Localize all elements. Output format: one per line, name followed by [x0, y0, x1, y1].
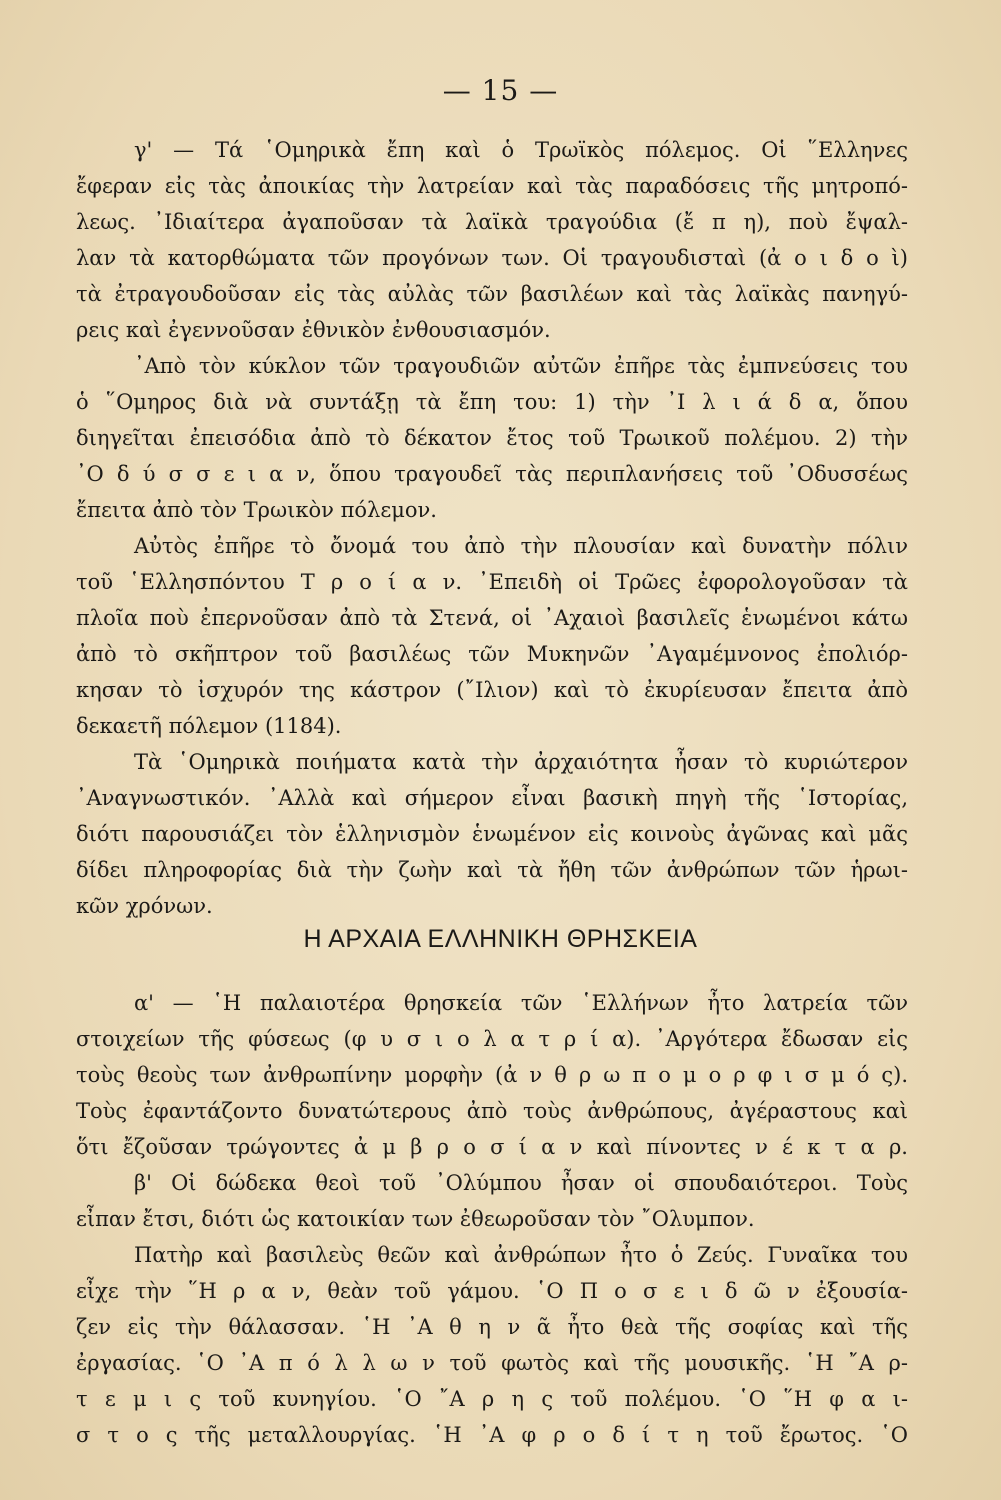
text-line: τὰ ἐτραγουδοῦσαν εἰς τὰς αὐλὰς τῶν βασιλέων καὶ τὰς λαϊκὰς πανηγύ- — [76, 282, 908, 306]
text-line: α' — ῾Η παλαιοτέρα θρησκεία τῶν ῾Ελλήνων ἦτο λατρεία τῶν — [134, 991, 908, 1015]
text-line: ρεις καὶ ἐγεννοῦσαν ἐθνικὸν ἐνθουσιασμόν. — [76, 318, 551, 342]
text-line: Πατὴρ καὶ βασιλεὺς θεῶν καὶ ἀνθρώπων ἦτο ὁ Ζεύς. Γυναῖκα του — [134, 1243, 908, 1267]
text-line: ὅτι ἔζοῦσαν τρώγοντες ἀ μ β ρ ο σ ί α ν καὶ πίνοντες ν έ κ τ α ρ. — [76, 1135, 908, 1159]
text-line: λαν τὰ κατορθώματα τῶν προγόνων των. Οἱ τραγουδισταὶ (ἀ ο ι δ ο ὶ) — [76, 246, 908, 270]
text-line: ἔφεραν εἰς τὰς ἀποικίας τὴν λατρείαν καὶ τὰς παραδόσεις τῆς μητροπό- — [76, 174, 908, 198]
text-line: εἶπαν ἔτσι, διότι ὡς κατοικίαν των ἐθεωροῦσαν τὸν ῎Ολυμπον. — [76, 1207, 755, 1231]
text-line: ζεν εἰς τὴν θάλασσαν. ῾Η ᾿Α θ η ν ᾶ ἦτο θεὰ τῆς σοφίας καὶ τῆς — [76, 1315, 908, 1339]
page-number: — 15 — — [442, 74, 559, 107]
text-line: κησαν τὸ ἰσχυρόν της κάστρον (῎Ιλιον) καὶ τὸ ἐκυρίευσαν ἔπειτα ἀπὸ — [76, 678, 908, 702]
text-line: τ ε μ ι ς τοῦ κυνηγίου. ῾Ο ῎Α ρ η ς τοῦ πολέμου. ῾Ο ῞Η φ α ι- — [76, 1387, 908, 1411]
text-line: διότι παρουσιάζει τὸν ἑλληνισμὸν ἑνωμένον εἰς κοινοὺς ἀγῶνας καὶ μᾶς — [76, 822, 908, 846]
text-line: ἐργασίας. ῾Ο ᾿Α π ό λ λ ω ν τοῦ φωτὸς καὶ τῆς μουσικῆς. ῾Η ῎Α ρ- — [76, 1351, 908, 1375]
text-line: ἀπὸ τὸ σκῆπτρον τοῦ βασιλέως τῶν Μυκηνῶν ᾿Αγαμέμνονος ἐπολιόρ- — [76, 642, 908, 666]
text-line: εἶχε τὴν ῞Η ρ α ν, θεὰν τοῦ γάμου. ῾Ο Π ο σ ε ι δ ῶ ν ἐξουσία- — [76, 1279, 908, 1303]
section-religion — [76, 985, 908, 1453]
text-line: Αὐτὸς ἐπῆρε τὸ ὄνομά του ἀπὸ τὴν πλουσίαν καὶ δυνατὴν πόλιν — [134, 534, 908, 558]
text-line: Τὰ ῾Ομηρικὰ ποιήματα κατὰ τὴν ἀρχαιότητα ἦσαν τὸ κυριώτερον — [134, 750, 908, 774]
text-line: δίδει πληροφορίας διὰ τὴν ζωὴν καὶ τὰ ἤθη τῶν ἀνθρώπων τῶν ἡρωι- — [76, 858, 908, 882]
text-line: στοιχείων τῆς φύσεως (φ υ σ ι ο λ α τ ρ ί α). ᾿Αργότερα ἔδωσαν εἰς — [76, 1027, 908, 1051]
text-line: διηγεῖται ἐπεισόδια ἀπὸ τὸ δέκατον ἔτος τοῦ Τρωικοῦ πολέμου. 2) τὴν — [76, 426, 908, 450]
text-line: ὁ ῞Ομηρος διὰ νὰ συντάξῃ τὰ ἔπη του: 1) τὴν ᾿Ι λ ι ά δ α, ὅπου — [76, 390, 908, 414]
text-line: τοὺς θεοὺς των ἀνθρωπίνην μορφὴν (ἀ ν θ ρ ω π ο μ ο ρ φ ι σ μ ό ς). — [76, 1063, 908, 1087]
section-heading: Η ΑΡΧΑΙΑ ΕΛΛΗΝΙΚΗ ΘΡΗΣΚΕΙΑ — [303, 925, 698, 953]
text-line: ᾿Απὸ τὸν κύκλον τῶν τραγουδιῶν αὐτῶν ἐπῆρε τὰς ἐμπνεύσεις του — [134, 354, 908, 378]
text-line: σ τ ο ς τῆς μεταλλουργίας. ῾Η ᾿Α φ ρ ο δ ί τ η τοῦ ἔρωτος. ῾Ο — [76, 1423, 908, 1447]
section-epics — [76, 132, 908, 924]
text-line: πλοῖα ποὺ ἐπερνοῦσαν ἀπὸ τὰ Στενά, οἱ ᾿Αχαιοὶ βασιλεῖς ἑνωμένοι κάτω — [76, 606, 908, 630]
text-line: γ' — Τά ῾Ομηρικὰ ἔπη καὶ ὁ Τρωϊκὸς πόλεμος. Οἱ ῞Ελληνες — [134, 138, 908, 162]
text-line: τοῦ ῾Ελλησπόντου Τ ρ ο ί α ν. ᾿Επειδὴ οἱ Τρῶες ἐφορολογοῦσαν τὰ — [76, 570, 908, 594]
text-line: δεκαετῆ πόλεμον (1184). — [76, 714, 342, 738]
text-line: ἔπειτα ἀπὸ τὸν Τρωικὸν πόλεμον. — [76, 498, 437, 522]
text-line: ᾿Αναγνωστικόν. ᾿Αλλὰ καὶ σήμερον εἶναι βασικὴ πηγὴ τῆς ῾Ιστορίας, — [76, 786, 908, 810]
text-line: ᾿Ο δ ύ σ σ ε ι α ν, ὅπου τραγουδεῖ τὰς περιπλανήσεις τοῦ ᾿Οδυσσέως — [76, 462, 908, 486]
text-line: Τοὺς ἐφαντάζοντο δυνατώτερους ἀπὸ τοὺς ἀνθρώπους, ἀγέραστους καὶ — [76, 1099, 908, 1123]
text-line: λεως. ᾿Ιδιαίτερα ἀγαποῦσαν τὰ λαϊκὰ τραγούδια (ἔ π η), ποὺ ἔψαλ- — [76, 210, 908, 234]
text-line: β' Οἱ δώδεκα θεοὶ τοῦ ᾿Ολύμπου ἦσαν οἱ σπουδαιότεροι. Τοὺς — [134, 1171, 908, 1195]
text-line: κῶν χρόνων. — [76, 894, 213, 918]
